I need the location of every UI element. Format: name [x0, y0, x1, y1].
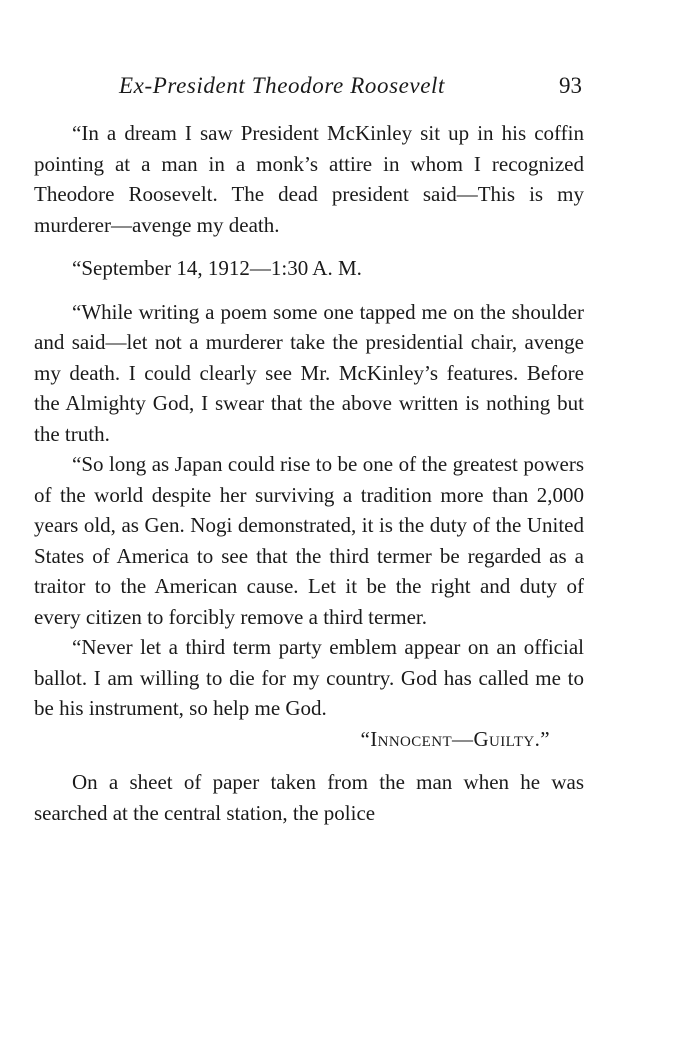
paragraph-poem: “While writing a poem some one tapped me on the shoulder and said—let not a murderer take the presidential chair, avenge my death. I could clearly see Mr. McKinley’s features. Before the Almighty God, I swear that the above written is nothing but the truth.: [34, 299, 584, 446]
running-title: Ex-President Theodore Roosevelt: [119, 73, 446, 98]
paragraph-japan: “So long as Japan could rise to be one of the greatest powers of the world despite her surviving a tradition more than 2,000 years old, as Gen. Nogi demonstrated, it is the duty of the United States of America to see that the third termer be regarded as a traitor to the American cause. Let it be the right and duty of every citizen to forcibly remove a third termer.: [34, 452, 584, 629]
running-header: [34, 68, 584, 104]
paragraph-dream: “In a dream I saw President McKinley sit up in his coffin pointing at a man in a monk’s attire in whom I recognized Theodore Roosevelt. The dead president said—This is my murderer—avenge my death.: [34, 121, 584, 237]
paragraph-never: “Never let a third term party emblem appear on an official ballot. I am willing to die for my country. God has called me to be his instrument, so help me God.: [34, 635, 584, 720]
book-page: [34, 68, 584, 828]
signature: “Innocent—Guilty.”: [360, 726, 550, 751]
paragraph-date: “September 14, 1912—1:30 A. M.: [72, 256, 362, 280]
page-number: 93: [559, 73, 582, 98]
paragraph-closing: On a sheet of paper taken from the man when he was searched at the central station, the police: [34, 770, 584, 825]
